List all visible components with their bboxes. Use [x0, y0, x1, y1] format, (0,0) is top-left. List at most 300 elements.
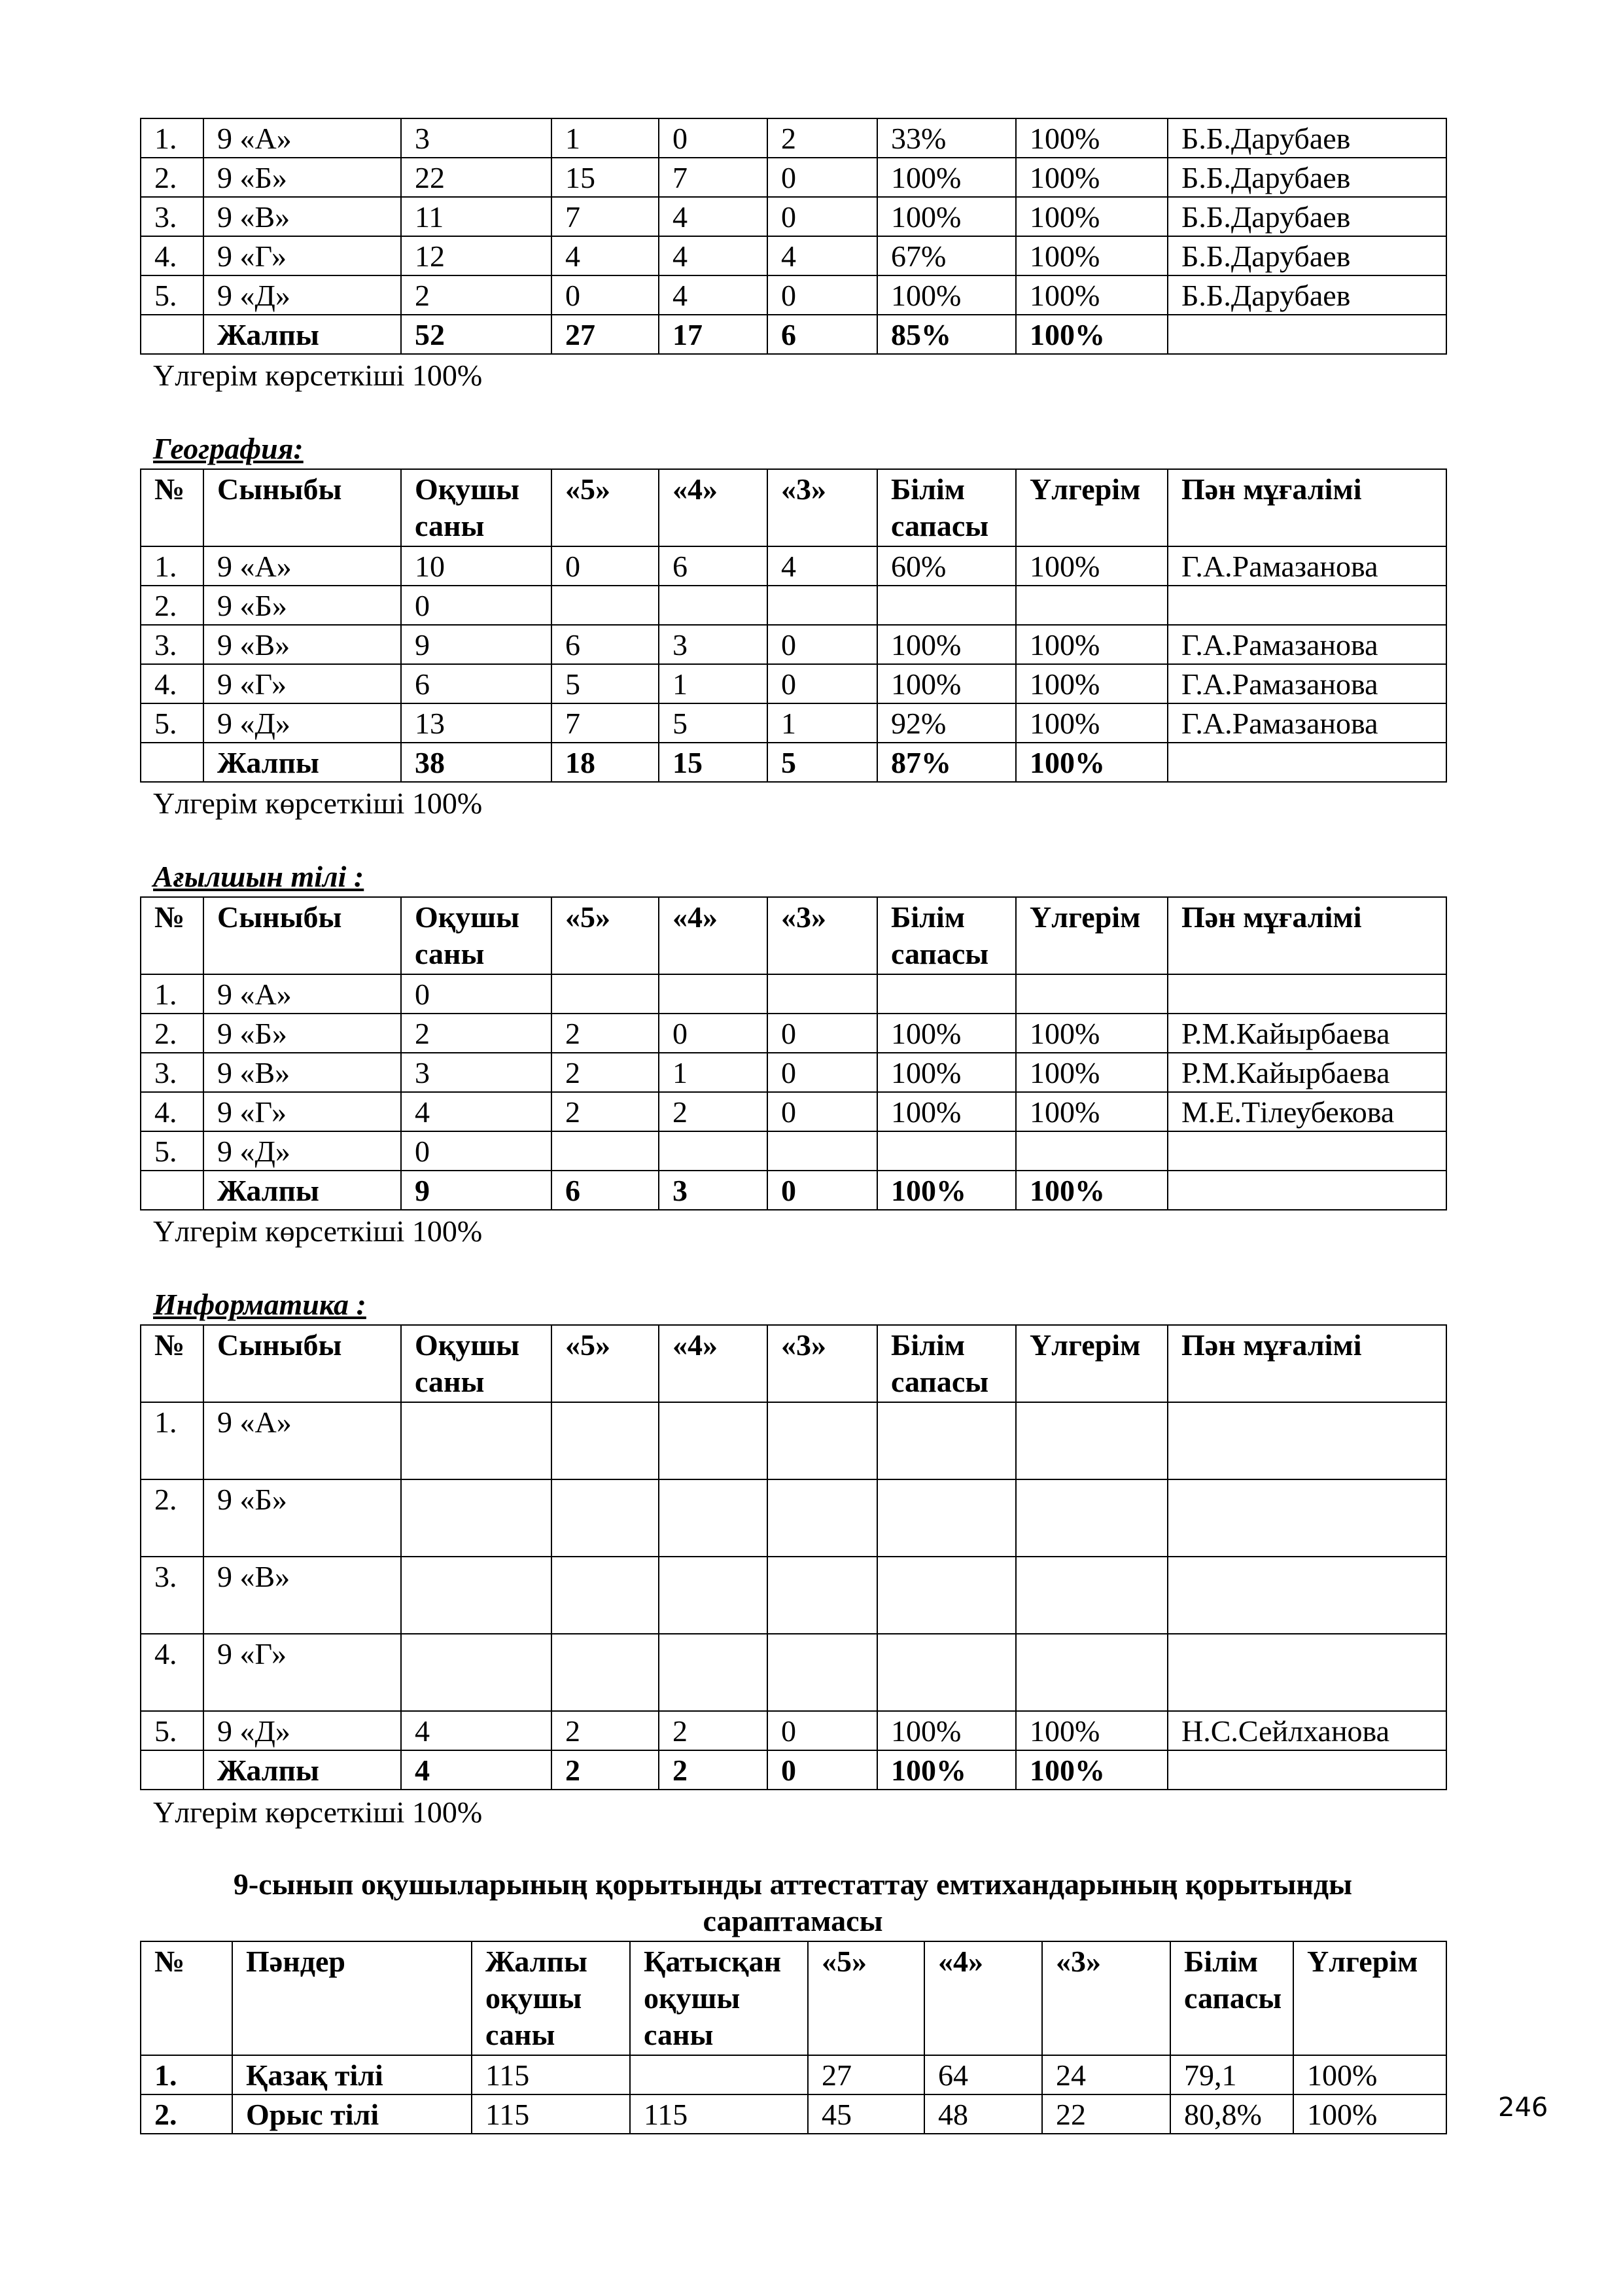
table-cell: 9 «Б» [203, 586, 401, 625]
table-cell: «4» [659, 469, 767, 546]
table-cell [630, 2055, 808, 2094]
table-cell: 1 [551, 118, 659, 158]
table-cell [767, 1557, 877, 1634]
table-cell [1016, 1402, 1168, 1479]
table-cell [141, 1171, 203, 1210]
table-cell: Білім сапасы [877, 469, 1016, 546]
table-cell [1016, 586, 1168, 625]
table-cell: 100% [1293, 2055, 1446, 2094]
table-cell: 100% [877, 625, 1016, 664]
table-cell: 3 [401, 118, 551, 158]
table-cell: 0 [659, 118, 767, 158]
table-cell: 100% [1016, 743, 1168, 782]
table-cell: 9 «Д» [203, 703, 401, 743]
table-cell: «4» [659, 897, 767, 974]
table-cell: 9 «Б» [203, 158, 401, 197]
table-cell: 10 [401, 546, 551, 586]
table-cell: Г.А.Рамазанова [1168, 546, 1446, 586]
table-cell: 4 [659, 275, 767, 315]
table-cell: 2. [141, 586, 203, 625]
table-row [141, 1014, 1446, 1053]
table-cell: 67% [877, 236, 1016, 275]
table-cell: 2 [659, 1750, 767, 1790]
table-cell: 12 [401, 236, 551, 275]
table-cell [551, 974, 659, 1014]
table-cell: 2. [141, 1479, 203, 1557]
table-cell [1168, 1479, 1446, 1557]
table-row [141, 1131, 1446, 1171]
table-cell: 9 «Г» [203, 664, 401, 703]
table-cell: 115 [630, 2094, 808, 2134]
table-cell: 85% [877, 315, 1016, 354]
table-cell: 4 [401, 1750, 551, 1790]
table-cell: 100% [1016, 1092, 1168, 1131]
table-cell: 1. [141, 1402, 203, 1479]
table-cell: 9 «А» [203, 118, 401, 158]
table-cell: 2. [141, 158, 203, 197]
table-cell: 33% [877, 118, 1016, 158]
history-results-table [140, 118, 1447, 355]
table-cell: Жалпы [203, 1171, 401, 1210]
table-cell [659, 1557, 767, 1634]
table-cell: 9 «В» [203, 1557, 401, 1634]
table-cell: 4 [659, 236, 767, 275]
table-cell: Білім сапасы [877, 1325, 1016, 1402]
table-row [141, 664, 1446, 703]
table-cell: 100% [1016, 703, 1168, 743]
table-cell: Пәндер [232, 1941, 472, 2055]
table-cell: 6 [767, 315, 877, 354]
table-row [141, 275, 1446, 315]
table-cell: 2 [551, 1053, 659, 1092]
table-cell: Р.М.Кайырбаева [1168, 1053, 1446, 1092]
table-cell: 3 [659, 1171, 767, 1210]
table-cell: 5. [141, 703, 203, 743]
table-cell: 5 [551, 664, 659, 703]
table-cell [767, 1402, 877, 1479]
table-cell [877, 1402, 1016, 1479]
table-cell: «3» [767, 1325, 877, 1402]
table-cell [1016, 1479, 1168, 1557]
table-cell: 0 [767, 625, 877, 664]
table-cell [401, 1402, 551, 1479]
table-cell: 0 [551, 275, 659, 315]
table-cell: 5 [767, 743, 877, 782]
table-cell: 100% [877, 1711, 1016, 1750]
table-cell [1168, 1131, 1446, 1171]
table-cell: 4 [767, 546, 877, 586]
table-cell: 7 [659, 158, 767, 197]
table-cell: 6 [551, 1171, 659, 1210]
table-cell: Білім сапасы [1170, 1941, 1293, 2055]
table-cell: 100% [877, 664, 1016, 703]
table-cell: 100% [1293, 2094, 1446, 2134]
table-cell: 2 [551, 1750, 659, 1790]
table-cell: Сыныбы [203, 1325, 401, 1402]
table-cell: 9 [401, 1171, 551, 1210]
table-row [141, 2094, 1446, 2134]
table-cell: 100% [877, 158, 1016, 197]
table-cell: 4 [767, 236, 877, 275]
table-cell: 4. [141, 664, 203, 703]
table-cell: 15 [659, 743, 767, 782]
table-row [141, 1479, 1446, 1557]
table-cell: Б.Б.Дарубаев [1168, 197, 1446, 236]
table-cell: 3. [141, 625, 203, 664]
table-cell: 100% [877, 197, 1016, 236]
table-cell: Б.Б.Дарубаев [1168, 275, 1446, 315]
table-cell: Жалпы [203, 315, 401, 354]
table-cell: Пән мұғалімі [1168, 1325, 1446, 1402]
english-results-table [140, 896, 1447, 1210]
table-cell: 2 [767, 118, 877, 158]
table-cell: Жалпы [203, 743, 401, 782]
table-cell: Сыныбы [203, 897, 401, 974]
table-cell [1016, 1634, 1168, 1711]
table-cell: 9 [401, 625, 551, 664]
table-total-row [141, 315, 1446, 354]
table-row [141, 1402, 1446, 1479]
table-cell: 6 [551, 625, 659, 664]
table-cell: 100% [877, 1171, 1016, 1210]
table-cell: 4 [401, 1711, 551, 1750]
table-cell: Б.Б.Дарубаев [1168, 236, 1446, 275]
table-cell [767, 974, 877, 1014]
table-cell: «4» [924, 1941, 1042, 2055]
table-cell: 100% [1016, 236, 1168, 275]
table-cell: «3» [767, 469, 877, 546]
table-cell [1168, 1634, 1446, 1711]
table-cell: 2 [551, 1014, 659, 1053]
table-cell: 100% [1016, 1171, 1168, 1210]
table-cell: № [141, 469, 203, 546]
table-cell: 4 [551, 236, 659, 275]
table-cell: 2 [659, 1092, 767, 1131]
table-cell: «3» [767, 897, 877, 974]
table-cell: 0 [767, 1750, 877, 1790]
table-cell: 2 [401, 1014, 551, 1053]
table-cell: 48 [924, 2094, 1042, 2134]
table-row [141, 197, 1446, 236]
table-cell [551, 586, 659, 625]
table-cell [659, 586, 767, 625]
table-cell [551, 1402, 659, 1479]
table-cell: 0 [767, 158, 877, 197]
table-cell: 9 «Г» [203, 236, 401, 275]
table-cell: 100% [1016, 664, 1168, 703]
table-cell [877, 1557, 1016, 1634]
table-cell: 79,1 [1170, 2055, 1293, 2094]
table-cell: 9 «Г» [203, 1092, 401, 1131]
table-cell [141, 315, 203, 354]
table-cell: 2 [551, 1711, 659, 1750]
table-cell: 13 [401, 703, 551, 743]
table-cell: 9 «В» [203, 625, 401, 664]
table-row [141, 625, 1446, 664]
final-exams-title: 9-сынып оқушыларының қорытынды аттестаттау емтихандарының қорытынды сараптамасы [233, 1867, 1353, 1937]
table-cell [877, 1634, 1016, 1711]
table-cell [551, 1479, 659, 1557]
table-cell: М.Е.Тілеубекова [1168, 1092, 1446, 1131]
table-cell: Үлгерім [1016, 1325, 1168, 1402]
table-cell [141, 1750, 203, 1790]
table-cell: 17 [659, 315, 767, 354]
table-cell: 9 «Д» [203, 275, 401, 315]
table-cell: Б.Б.Дарубаев [1168, 118, 1446, 158]
table-cell: Пән мұғалімі [1168, 469, 1446, 546]
table-cell: 100% [1016, 197, 1168, 236]
table-cell: 9 «Д» [203, 1711, 401, 1750]
table-cell: 1. [141, 546, 203, 586]
table-cell: 38 [401, 743, 551, 782]
table-cell: 100% [877, 1092, 1016, 1131]
table-total-row [141, 743, 1446, 782]
table-cell: 7 [551, 197, 659, 236]
table-cell: 2. [141, 1014, 203, 1053]
table-cell: 4. [141, 236, 203, 275]
table-cell: Үлгерім [1293, 1941, 1446, 2055]
table-cell: 9 «Б» [203, 1479, 401, 1557]
progress-note: Үлгерім көрсеткіші 100% [153, 359, 483, 392]
table-cell: Қазақ тілі [232, 2055, 472, 2094]
table-header-row [141, 897, 1446, 974]
table-cell [1168, 1557, 1446, 1634]
table-row [141, 1053, 1446, 1092]
table-cell [141, 743, 203, 782]
table-cell [659, 974, 767, 1014]
table-cell: № [141, 1941, 232, 2055]
table-cell: 1. [141, 118, 203, 158]
table-cell: 1. [141, 2055, 232, 2094]
table-cell: 45 [808, 2094, 924, 2134]
table-cell: 0 [659, 1014, 767, 1053]
table-cell: 5. [141, 275, 203, 315]
table-cell [551, 1557, 659, 1634]
table-cell [551, 1634, 659, 1711]
table-row [141, 1557, 1446, 1634]
table-cell [401, 1479, 551, 1557]
table-cell [1016, 974, 1168, 1014]
table-cell: 5 [659, 703, 767, 743]
table-cell: 9 «А» [203, 546, 401, 586]
table-cell: Жалпы [203, 1750, 401, 1790]
table-cell [767, 1634, 877, 1711]
table-cell: 100% [1016, 118, 1168, 158]
table-cell: «4» [659, 1325, 767, 1402]
table-cell: 100% [1016, 1750, 1168, 1790]
page-number: 246 [1498, 2093, 1548, 2123]
table-cell: 1. [141, 974, 203, 1014]
table-cell: 100% [1016, 315, 1168, 354]
table-cell: 22 [1042, 2094, 1170, 2134]
table-cell [659, 1402, 767, 1479]
table-cell: Оқушы саны [401, 1325, 551, 1402]
table-cell: 9 «В» [203, 197, 401, 236]
section-heading-informatics: Информатика : [153, 1288, 366, 1321]
table-cell: 0 [767, 1053, 877, 1092]
table-cell: 80,8% [1170, 2094, 1293, 2134]
table-cell: 9 «Д» [203, 1131, 401, 1171]
table-row [141, 2055, 1446, 2094]
table-cell: 0 [767, 1711, 877, 1750]
table-cell: 3 [401, 1053, 551, 1092]
table-cell [1168, 974, 1446, 1014]
table-cell: 100% [1016, 1711, 1168, 1750]
table-cell [1016, 1131, 1168, 1171]
table-cell: 11 [401, 197, 551, 236]
table-row [141, 236, 1446, 275]
table-row [141, 118, 1446, 158]
section-heading-english: Ағылшын тілі : [153, 860, 364, 893]
table-cell: 22 [401, 158, 551, 197]
table-cell: 100% [877, 1053, 1016, 1092]
table-row [141, 158, 1446, 197]
table-cell: 0 [767, 197, 877, 236]
table-cell: 100% [877, 1014, 1016, 1053]
table-cell: 2 [551, 1092, 659, 1131]
table-cell [1016, 1557, 1168, 1634]
table-cell: 0 [767, 1014, 877, 1053]
table-total-row [141, 1750, 1446, 1790]
table-cell: «5» [551, 469, 659, 546]
table-cell: 18 [551, 743, 659, 782]
table-cell: 3 [659, 625, 767, 664]
table-cell: 7 [551, 703, 659, 743]
table-cell [659, 1479, 767, 1557]
table-cell: «5» [808, 1941, 924, 2055]
table-cell [551, 1131, 659, 1171]
table-cell: 1 [659, 1053, 767, 1092]
table-cell: 27 [551, 315, 659, 354]
table-cell: Г.А.Рамазанова [1168, 664, 1446, 703]
table-cell: 6 [659, 546, 767, 586]
table-cell: 100% [1016, 625, 1168, 664]
table-cell: 0 [551, 546, 659, 586]
table-cell: Жалпы оқушы саны [472, 1941, 630, 2055]
table-row [141, 586, 1446, 625]
table-cell: Үлгерім [1016, 897, 1168, 974]
table-cell: 115 [472, 2055, 630, 2094]
table-cell: «3» [1042, 1941, 1170, 2055]
table-cell: Оқушы саны [401, 469, 551, 546]
table-cell [877, 974, 1016, 1014]
table-cell: 60% [877, 546, 1016, 586]
table-cell: 0 [767, 275, 877, 315]
table-cell: 9 «Г» [203, 1634, 401, 1711]
table-cell: 5. [141, 1131, 203, 1171]
table-header-row [141, 1325, 1446, 1402]
table-cell: 2. [141, 2094, 232, 2134]
table-cell: 100% [1016, 1014, 1168, 1053]
table-cell: 100% [1016, 275, 1168, 315]
table-cell: 0 [767, 664, 877, 703]
table-cell: 4 [659, 197, 767, 236]
table-row [141, 1092, 1446, 1131]
table-cell: Сыныбы [203, 469, 401, 546]
table-cell: 115 [472, 2094, 630, 2134]
table-cell: 4. [141, 1092, 203, 1131]
table-cell [1168, 1750, 1446, 1790]
table-cell: 5. [141, 1711, 203, 1750]
table-cell: 3. [141, 1557, 203, 1634]
table-cell: 0 [767, 1171, 877, 1210]
table-cell: 9 «В» [203, 1053, 401, 1092]
progress-note: Үлгерім көрсеткіші 100% [153, 1214, 483, 1248]
progress-note: Үлгерім көрсеткіші 100% [153, 1795, 483, 1829]
table-cell: 4. [141, 1634, 203, 1711]
table-cell: Қатысқан оқушы саны [630, 1941, 808, 2055]
table-cell: 3. [141, 197, 203, 236]
table-cell: «5» [551, 897, 659, 974]
table-cell [401, 1634, 551, 1711]
table-cell: 1 [767, 703, 877, 743]
table-cell: Оқушы саны [401, 897, 551, 974]
table-row [141, 974, 1446, 1014]
table-cell: 2 [401, 275, 551, 315]
table-cell: 24 [1042, 2055, 1170, 2094]
table-cell: 15 [551, 158, 659, 197]
table-cell: 1 [659, 664, 767, 703]
table-cell: Білім сапасы [877, 897, 1016, 974]
table-cell: № [141, 1325, 203, 1402]
table-cell [877, 586, 1016, 625]
table-row [141, 1634, 1446, 1711]
table-cell [1168, 586, 1446, 625]
table-cell [877, 1479, 1016, 1557]
table-cell: 100% [877, 1750, 1016, 1790]
table-row [141, 1711, 1446, 1750]
final-exams-table [140, 1941, 1447, 2134]
table-cell: 100% [1016, 1053, 1168, 1092]
table-cell: 4 [401, 1092, 551, 1131]
section-heading-geography: География: [153, 432, 304, 465]
table-cell: 64 [924, 2055, 1042, 2094]
table-cell: 100% [877, 275, 1016, 315]
table-cell [1168, 1402, 1446, 1479]
table-cell [767, 1479, 877, 1557]
table-cell [1168, 1171, 1446, 1210]
table-cell [1168, 743, 1446, 782]
table-cell: Г.А.Рамазанова [1168, 625, 1446, 664]
table-cell [401, 1557, 551, 1634]
table-cell: Пән мұғалімі [1168, 897, 1446, 974]
table-cell: 9 «Б» [203, 1014, 401, 1053]
table-cell [659, 1131, 767, 1171]
table-cell [1168, 315, 1446, 354]
table-cell: 100% [1016, 546, 1168, 586]
geography-results-table [140, 468, 1447, 783]
table-cell: Орыс тілі [232, 2094, 472, 2134]
table-header-row [141, 1941, 1446, 2055]
table-cell: 2 [659, 1711, 767, 1750]
table-cell: 100% [1016, 158, 1168, 197]
table-header-row [141, 469, 1446, 546]
table-cell: 0 [767, 1092, 877, 1131]
table-cell: 92% [877, 703, 1016, 743]
table-cell: 87% [877, 743, 1016, 782]
table-cell: Р.М.Кайырбаева [1168, 1014, 1446, 1053]
table-cell: 9 «А» [203, 974, 401, 1014]
table-cell [767, 1131, 877, 1171]
table-cell: № [141, 897, 203, 974]
table-row [141, 703, 1446, 743]
table-total-row [141, 1171, 1446, 1210]
table-cell: 3. [141, 1053, 203, 1092]
table-cell: «5» [551, 1325, 659, 1402]
table-cell: 0 [401, 586, 551, 625]
table-cell [767, 586, 877, 625]
table-row [141, 546, 1446, 586]
